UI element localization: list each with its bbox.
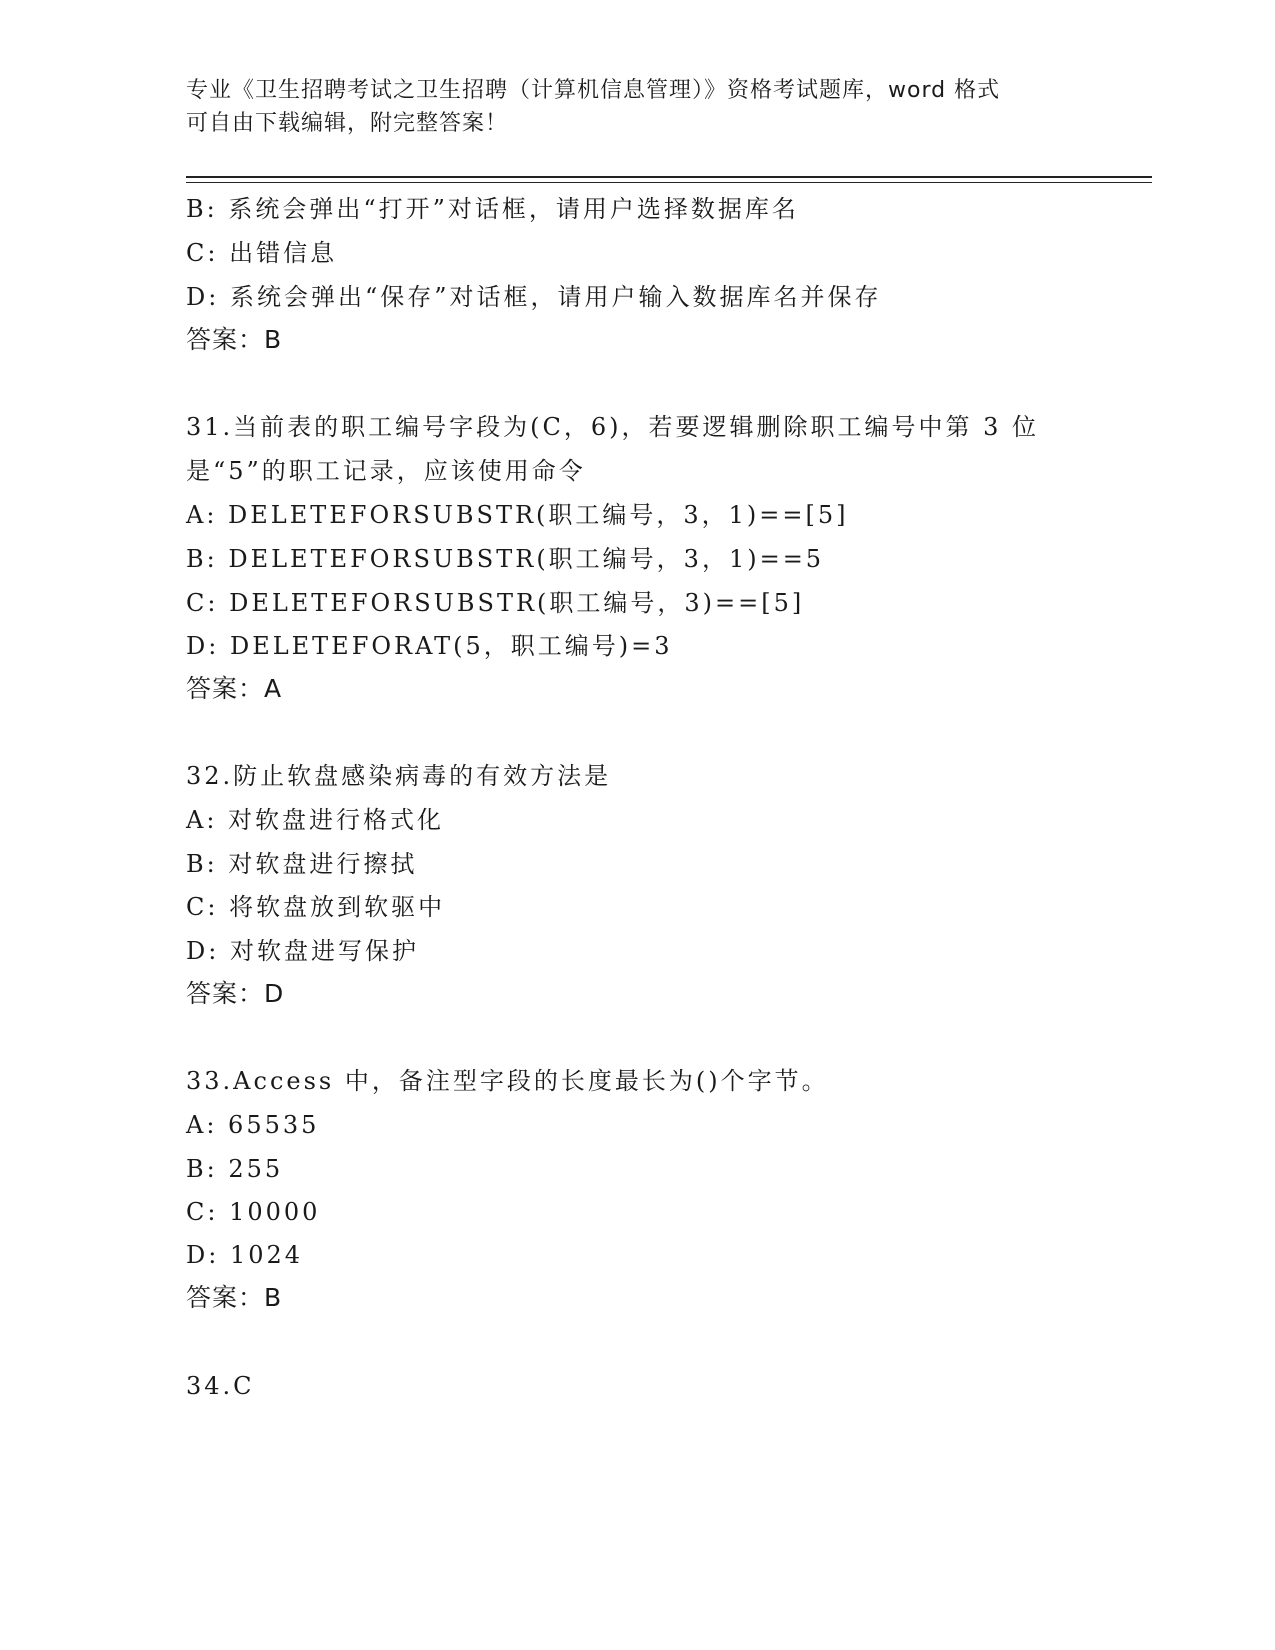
q32-answer: 答案：D	[186, 979, 285, 1008]
q33-option-c: C: 10000	[186, 1198, 321, 1226]
q33-option-d: D: 1024	[186, 1241, 304, 1269]
prev-option-b: B: 系统会弹出“打开”对话框，请用户选择数据库名	[186, 195, 799, 223]
header-line-1: 专业《卫生招聘考试之卫生招聘（计算机信息管理）》资格考试题库，word 格式	[186, 78, 1001, 103]
q31-option-d: D: DELETEFORAT(5，职工编号)=3	[186, 632, 673, 660]
q31-answer: 答案：A	[186, 674, 283, 703]
q33-option-a: A: 65535	[186, 1111, 320, 1139]
document-header	[186, 74, 1066, 140]
header-divider-top	[186, 176, 1152, 178]
q33-stem: 33.Access 中，备注型字段的长度最长为()个字节。	[186, 1067, 829, 1095]
q31-option-a: A: DELETEFORSUBSTR(职工编号，3，1)==[5]	[186, 501, 849, 529]
q33-answer: 答案：B	[186, 1283, 283, 1312]
q32-stem: 32.防止软盘感染病毒的有效方法是	[186, 762, 612, 790]
prev-option-c: C: 出错信息	[186, 239, 338, 267]
header-divider-bottom	[186, 182, 1152, 183]
q32-option-a: A: 对软盘进行格式化	[186, 806, 445, 834]
q31-option-b: B: DELETEFORSUBSTR(职工编号，3，1)==5	[186, 545, 825, 573]
q33-option-b: B: 255	[186, 1155, 284, 1183]
prev-answer: 答案：B	[186, 325, 283, 354]
prev-option-d: D: 系统会弹出“保存”对话框，请用户输入数据库名并保存	[186, 283, 882, 311]
header-line-2: 可自由下载编辑，附完整答案！	[186, 111, 509, 136]
q32-option-c: C: 将软盘放到软驱中	[186, 893, 446, 921]
q31-option-c: C: DELETEFORSUBSTR(职工编号，3)==[5]	[186, 589, 805, 617]
q32-option-d: D: 对软盘进写保护	[186, 937, 419, 965]
q31-stem-line-1: 31.当前表的职工编号字段为(C，6)，若要逻辑删除职工编号中第 3 位	[186, 413, 1040, 441]
q34-stem: 34.C	[186, 1372, 255, 1400]
q32-option-b: B: 对软盘进行擦拭	[186, 850, 418, 878]
q31-stem-line-2: 是“5”的职工记录，应该使用命令	[186, 457, 586, 485]
